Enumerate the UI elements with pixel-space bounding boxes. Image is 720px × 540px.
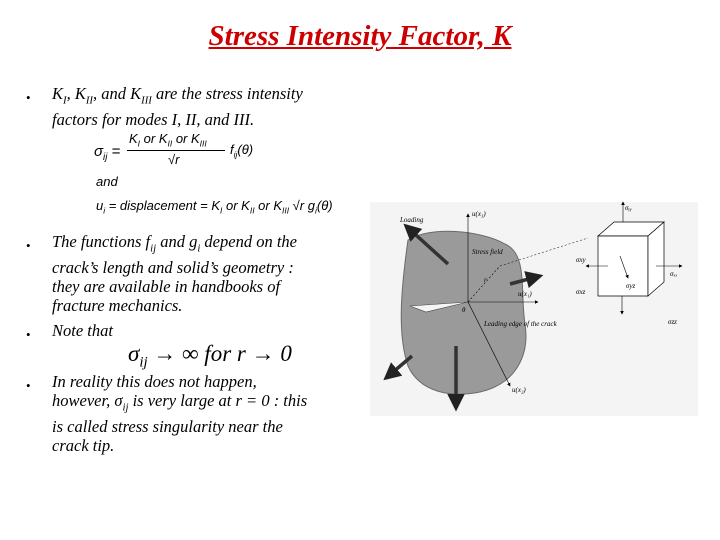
bullet-functions: The functions $f_{ij}$ and $g_i$ depend on the crack’s length and solid’s geometry : they are available in handbooks of fracture mechanics. bbox=[52, 232, 297, 316]
bullet-k-factors: $K_I$, $K_{II}$, and $K_{III}$ are the stress intensity factors for modes I, II, and III. bbox=[52, 84, 303, 130]
leading-edge-label: Leading edge of the crack bbox=[484, 320, 557, 328]
svg-text:u(x₁): u(x₁) bbox=[518, 290, 532, 298]
bullet-marker: • bbox=[26, 90, 31, 105]
svg-text:σxz: σxz bbox=[576, 288, 586, 296]
svg-text:σzz: σzz bbox=[668, 318, 677, 326]
page-title: Stress Intensity Factor, K bbox=[208, 20, 512, 52]
fraction-bar bbox=[127, 150, 225, 151]
svg-text:u(x₂): u(x₂) bbox=[512, 386, 526, 394]
displacement-equation: $u_i$ = displacement = $K_I$ or $K_{II}$ or $K_{III}$ √r $g_i(\theta)$ bbox=[96, 198, 333, 216]
loading-label: Loading bbox=[400, 216, 424, 224]
svg-text:σₓₓ: σₓₓ bbox=[670, 270, 678, 278]
and-label: and bbox=[96, 174, 118, 189]
sigma-equation-lhs: $\sigma_{ij}$ = bbox=[94, 143, 121, 163]
bullet-note: Note that bbox=[52, 321, 113, 340]
svg-text:θ: θ bbox=[462, 306, 466, 314]
svg-text:σxy: σxy bbox=[576, 256, 586, 264]
bullet-marker: • bbox=[26, 378, 31, 393]
sigma-equation-numerator: $K_I$ or $K_{II}$ or $K_{III}$ bbox=[129, 131, 207, 149]
crack-stress-field-figure bbox=[370, 196, 698, 416]
svg-text:r: r bbox=[484, 276, 487, 284]
bullet-singularity: In reality this does not happen, however, $\sigma_{ij}$ is very large at r = 0 : this is called stress singularity near the crack tip. bbox=[52, 372, 308, 456]
sigma-equation-denominator: √r bbox=[168, 152, 180, 167]
svg-text:σyz: σyz bbox=[626, 282, 636, 290]
bullet-marker: • bbox=[26, 238, 31, 253]
sigma-equation-f: $f_{ij}(\theta)$ bbox=[230, 142, 254, 160]
svg-text:u(x₃): u(x₃) bbox=[472, 210, 486, 218]
limit-equation: $\sigma_{ij}$ → ∞ for r → 0 bbox=[128, 341, 292, 371]
stress-field-label: Stress field bbox=[472, 248, 503, 256]
bullet-marker: • bbox=[26, 327, 31, 342]
svg-text:σᵧᵧ: σᵧᵧ bbox=[625, 204, 632, 212]
